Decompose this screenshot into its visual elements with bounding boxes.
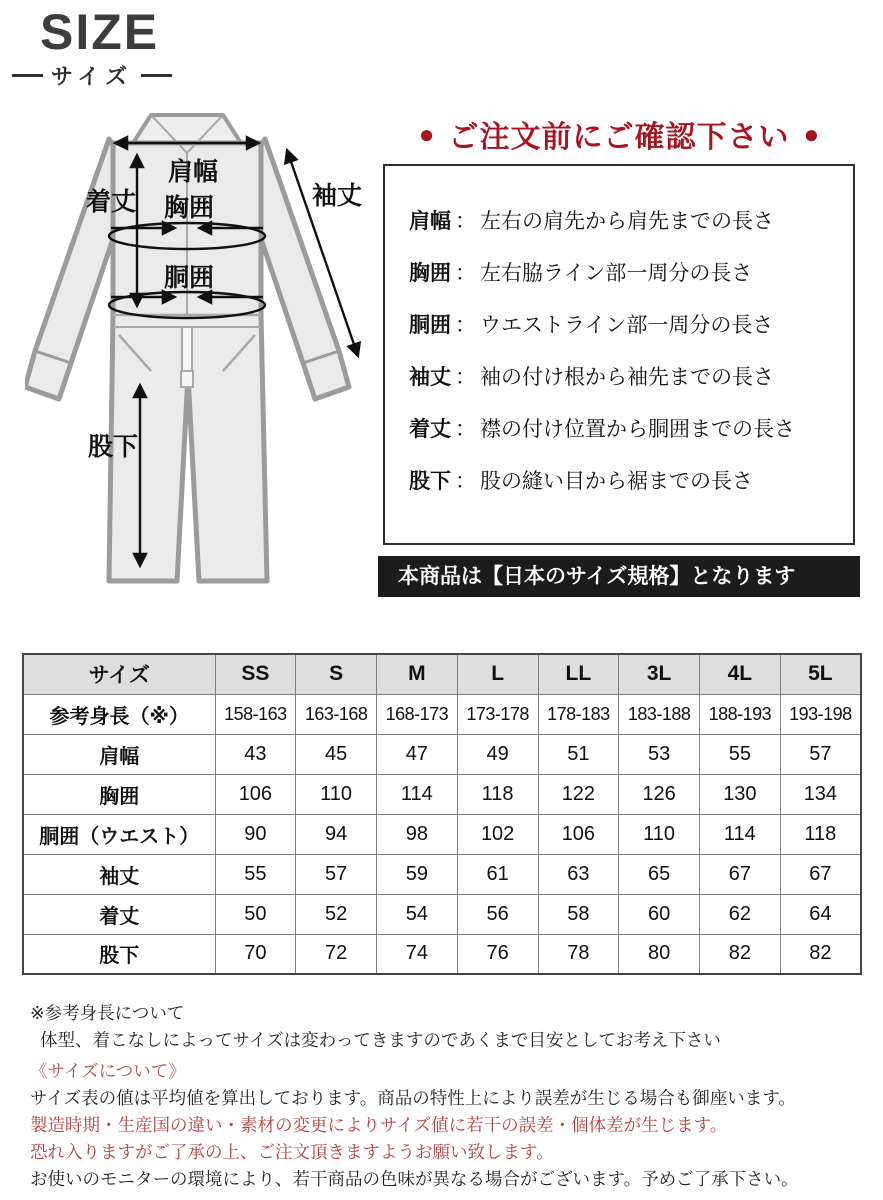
table-cell: 63 [538, 854, 619, 894]
definition-item [409, 350, 853, 402]
table-cell: 67 [700, 854, 781, 894]
table-row [23, 854, 861, 894]
definition-term: 肩幅 [409, 210, 451, 233]
definition-separator: ： [455, 210, 476, 233]
table-cell: 58 [538, 894, 619, 934]
chest-label: 胸囲 [163, 194, 215, 222]
table-cell: 163-168 [296, 694, 377, 734]
table-cell: 52 [296, 894, 377, 934]
table-cell: 78 [538, 934, 619, 974]
table-cell: 43 [215, 734, 296, 774]
table-cell: 50 [215, 894, 296, 934]
table-cell: 82 [780, 934, 861, 974]
sleeve-length-label: 袖丈 [311, 182, 363, 210]
row-label: 胸囲 [23, 774, 215, 814]
table-cell: 61 [457, 854, 538, 894]
row-label: 胴囲（ウエスト） [23, 814, 215, 854]
table-cell: 110 [296, 774, 377, 814]
reference-height-note-title: ※参考身長について [30, 1003, 185, 1023]
table-cell: 56 [457, 894, 538, 934]
table-cell: 70 [215, 934, 296, 974]
table-cell: 62 [700, 894, 781, 934]
size-column-header: LL [538, 654, 619, 694]
subtitle-text: サイズ [50, 64, 134, 89]
table-cell: 72 [296, 934, 377, 974]
definition-separator: ： [455, 262, 476, 285]
table-cell: 94 [296, 814, 377, 854]
table-cell: 90 [215, 814, 296, 854]
about-size-line-1: サイズ表の値は平均値を算出しております。商品の特性上により誤差が生じる場合も御座います。 [30, 1088, 796, 1108]
table-cell: 74 [377, 934, 458, 974]
definition-separator: ： [455, 366, 476, 389]
table-cell: 59 [377, 854, 458, 894]
table-cell: 45 [296, 734, 377, 774]
definition-term: 胴囲 [409, 314, 451, 337]
table-cell: 114 [700, 814, 781, 854]
definition-term: 胸囲 [409, 262, 451, 285]
table-cell: 55 [215, 854, 296, 894]
definition-separator: ： [455, 418, 476, 441]
row-label: 袖丈 [23, 854, 215, 894]
table-cell: 134 [780, 774, 861, 814]
collar-shape [133, 115, 241, 143]
page-subtitle [12, 60, 172, 91]
table-cell: 193-198 [780, 694, 861, 734]
bullet-circle-icon: ● [418, 119, 435, 149]
about-size-note [30, 1058, 799, 1193]
table-cell: 98 [377, 814, 458, 854]
about-size-line-3: 恐れ入りますがご了承の上、ご注文頂きますようお願い致します。 [30, 1142, 554, 1162]
row-label: 着丈 [23, 894, 215, 934]
table-cell: 158-163 [215, 694, 296, 734]
page-title: SIZE [40, 4, 160, 60]
table-cell: 76 [457, 934, 538, 974]
size-table [22, 653, 862, 975]
table-cell: 54 [377, 894, 458, 934]
zipper-tab [181, 371, 193, 387]
definitions-box [383, 164, 855, 545]
table-row [23, 894, 861, 934]
inseam-label: 股下 [87, 433, 139, 461]
left-sleeve-shape [25, 139, 119, 399]
subtitle-dash-right [141, 74, 172, 77]
table-cell: 188-193 [700, 694, 781, 734]
table-cell: 168-173 [377, 694, 458, 734]
table-row [23, 934, 861, 974]
table-cell: 178-183 [538, 694, 619, 734]
about-size-title: 《サイズについて》 [30, 1061, 186, 1081]
definition-item [409, 194, 853, 246]
definition-term: 着丈 [409, 418, 451, 441]
zipper-strip [182, 327, 192, 371]
table-cell: 47 [377, 734, 458, 774]
waist-label: 胴囲 [163, 264, 215, 292]
table-cell: 130 [700, 774, 781, 814]
row-label: 股下 [23, 934, 215, 974]
definition-term: 股下 [409, 470, 451, 493]
table-row [23, 734, 861, 774]
definition-description: 袖の付け根から袖先までの長さ [480, 366, 774, 389]
table-cell: 55 [700, 734, 781, 774]
size-column-header: L [457, 654, 538, 694]
body-length-label: 着丈 [85, 188, 137, 216]
definition-item [409, 246, 853, 298]
table-cell: 65 [619, 854, 700, 894]
definition-item [409, 298, 853, 350]
table-cell: 102 [457, 814, 538, 854]
table-cell: 60 [619, 894, 700, 934]
table-cell: 183-188 [619, 694, 700, 734]
table-cell: 57 [296, 854, 377, 894]
table-cell: 49 [457, 734, 538, 774]
bullet-circle-icon: ● [803, 119, 820, 149]
reference-height-note-body: 体型、着こなしによってサイズは変わってきますのであくまで目安としてお考え下さい [40, 1030, 721, 1050]
definition-description: 股の縫い目から裾までの長さ [480, 470, 753, 493]
table-cell: 118 [457, 774, 538, 814]
table-cell: 80 [619, 934, 700, 974]
table-cell: 173-178 [457, 694, 538, 734]
table-row [23, 694, 861, 734]
size-column-header: 3L [619, 654, 700, 694]
row-label: 参考身長（※） [23, 694, 215, 734]
confirm-heading-text: ご注文前にご確認下さい [448, 121, 790, 154]
table-row [23, 774, 861, 814]
definition-description: 左右脇ライン部一周分の長さ [480, 262, 753, 285]
jp-size-standard-banner: 本商品は【日本のサイズ規格】となります [378, 556, 860, 597]
row-label: 肩幅 [23, 734, 215, 774]
table-cell: 51 [538, 734, 619, 774]
table-corner-header: サイズ [23, 654, 215, 694]
table-cell: 126 [619, 774, 700, 814]
definition-description: ウエストライン部一周分の長さ [480, 314, 774, 337]
reference-height-note [30, 1000, 721, 1054]
subtitle-dash-left [12, 74, 43, 77]
size-column-header: SS [215, 654, 296, 694]
table-cell: 53 [619, 734, 700, 774]
definition-separator: ： [455, 470, 476, 493]
table-cell: 106 [215, 774, 296, 814]
table-header-row [23, 654, 861, 694]
table-cell: 106 [538, 814, 619, 854]
size-column-header: 5L [780, 654, 861, 694]
size-table-body [23, 694, 861, 974]
definition-item [409, 402, 853, 454]
about-size-line-2: 製造時期・生産国の違い・素材の変更によりサイズ値に若干の誤差・個体差が生じます。 [30, 1115, 728, 1135]
definition-description: 左右の肩先から肩先までの長さ [480, 210, 774, 233]
right-sleeve-shape [255, 139, 349, 399]
size-table-head [23, 654, 861, 694]
table-row [23, 814, 861, 854]
shoulder-width-label: 肩幅 [167, 158, 219, 186]
definition-item [409, 454, 853, 506]
table-cell: 67 [780, 854, 861, 894]
definitions-list [409, 194, 853, 506]
definition-term: 袖丈 [409, 366, 451, 389]
table-cell: 122 [538, 774, 619, 814]
table-cell: 82 [700, 934, 781, 974]
size-column-header: M [377, 654, 458, 694]
table-cell: 57 [780, 734, 861, 774]
table-cell: 64 [780, 894, 861, 934]
definition-separator: ： [455, 314, 476, 337]
table-cell: 114 [377, 774, 458, 814]
definition-description: 襟の付け位置から胴囲までの長さ [480, 418, 795, 441]
table-cell: 118 [780, 814, 861, 854]
size-column-header: S [296, 654, 377, 694]
confirm-heading [378, 112, 860, 156]
size-column-header: 4L [700, 654, 781, 694]
table-cell: 110 [619, 814, 700, 854]
coverall-measurement-diagram [25, 103, 375, 653]
about-size-line-4: お使いのモニターの環境により、若干商品の色味が異なる場合がございます。予めご了承下さい。 [30, 1169, 799, 1189]
